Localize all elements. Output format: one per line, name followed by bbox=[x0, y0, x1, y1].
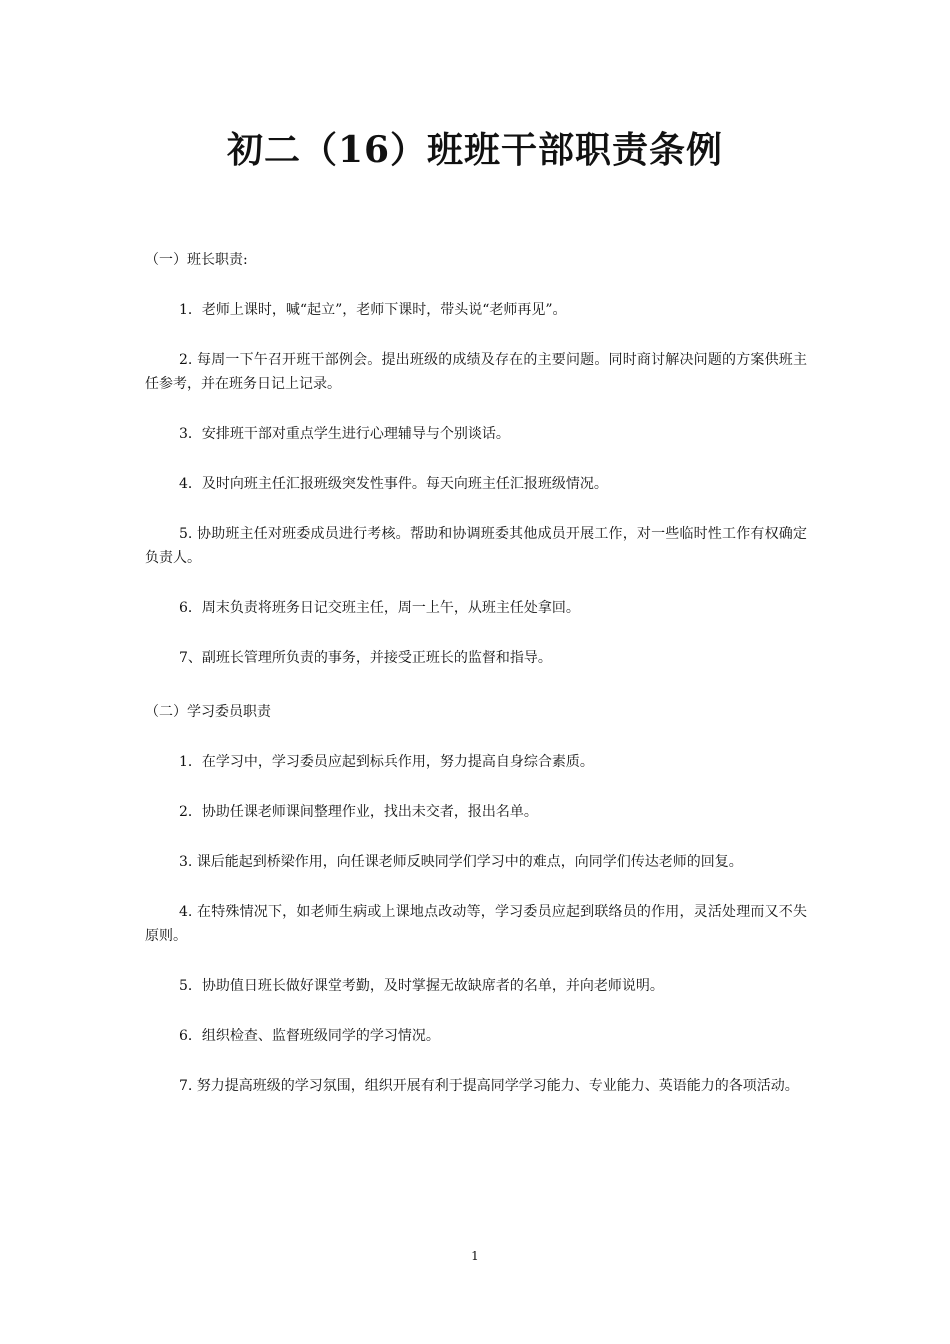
section-heading: （一）班长职责: bbox=[145, 252, 248, 268]
document-title: 初二（16）班班干部职责条例 bbox=[226, 129, 724, 171]
duty-item: 1．在学习中，学习委员应起到标兵作用，努力提高自身综合素质。 bbox=[179, 754, 594, 770]
duty-item: 7. 努力提高班级的学习氛围，组织开展有利于提高同学学习能力、专业能力、英语能力的各项活动。 bbox=[179, 1078, 799, 1094]
duty-item: 3．安排班干部对重点学生进行心理辅导与个别谈话。 bbox=[179, 426, 510, 442]
duty-item: 5．协助值日班长做好课堂考勤，及时掌握无故缺席者的名单，并向老师说明。 bbox=[179, 978, 664, 994]
section-study-committee-duties bbox=[145, 700, 807, 1098]
duty-item: 1．老师上课时，喊“起立”，老师下课时，带头说“老师再见”。 bbox=[179, 302, 567, 318]
section-heading: （二）学习委员职责 bbox=[145, 704, 271, 720]
duty-item: 5. 协助班主任对班委成员进行考核。帮助和协调班委其他成员开展工作，对一些临时性工作有权确定负责人。 bbox=[145, 526, 807, 566]
duty-item: 2．协助任课老师课间整理作业，找出未交者，报出名单。 bbox=[179, 804, 538, 820]
document-body bbox=[145, 248, 807, 1124]
duty-item: 3. 课后能起到桥梁作用，向任课老师反映同学们学习中的难点，向同学们传达老师的回复。 bbox=[179, 854, 743, 870]
duty-item: 4．及时向班主任汇报班级突发性事件。每天向班主任汇报班级情况。 bbox=[179, 476, 608, 492]
page-number: 1 bbox=[471, 1249, 479, 1263]
section-monitor-duties bbox=[145, 248, 807, 670]
duty-item: 4. 在特殊情况下，如老师生病或上课地点改动等，学习委员应起到联络员的作用，灵活处理而又不失原则。 bbox=[145, 904, 807, 944]
duty-item: 6．组织检查、监督班级同学的学习情况。 bbox=[179, 1028, 440, 1044]
duty-item: 2. 每周一下午召开班干部例会。提出班级的成绩及存在的主要问题。同时商讨解决问题的方案供班主任参考，并在班务日记上记录。 bbox=[145, 352, 807, 392]
duty-item: 6．周末负责将班务日记交班主任，周一上午，从班主任处拿回。 bbox=[179, 600, 580, 616]
duty-item: 7、副班长管理所负责的事务，并接受正班长的监督和指导。 bbox=[179, 650, 552, 666]
